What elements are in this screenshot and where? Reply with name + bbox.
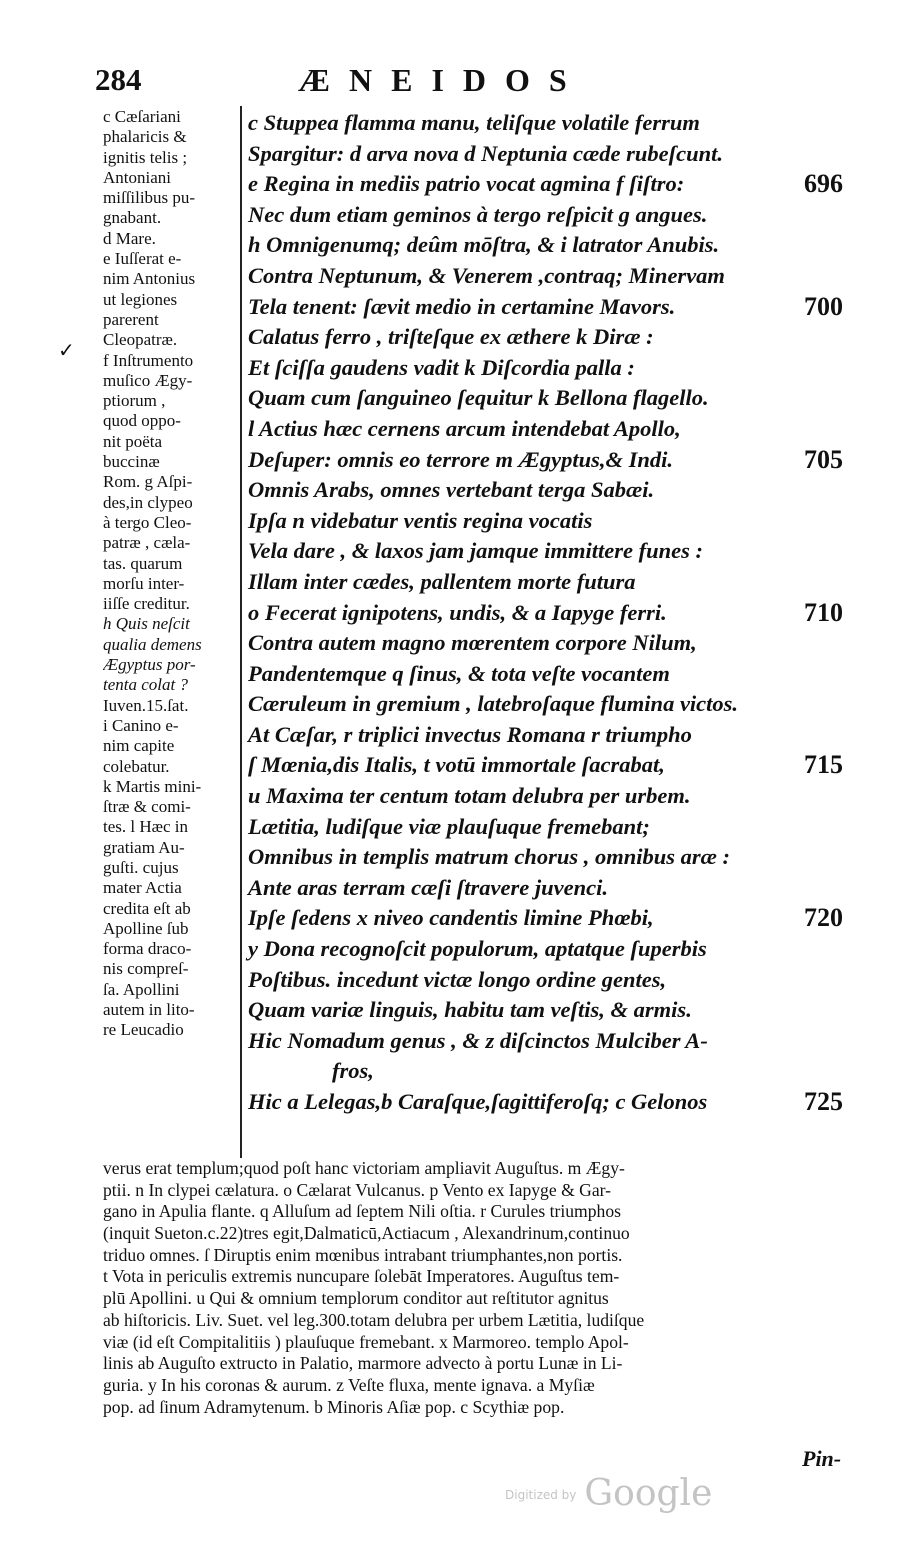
gloss-line: credita eſt ab	[103, 898, 191, 918]
line-number: 720	[804, 903, 843, 933]
line-number: 715	[804, 750, 843, 780]
verse-text: Omnibus in templis matrum chorus , omnibus aræ :	[248, 844, 731, 870]
verse-line	[248, 934, 878, 965]
footnote-line: gano in Apulia flante. q Alluſum ad ſeptem Nili oſtia. r Curules triumphos	[103, 1201, 621, 1222]
verse-text: c Stuppea flamma manu, teliſque volatile ferrum	[248, 110, 700, 135]
verse-text: o Fecerat ignipotens, undis, & a Iapyge ferri.	[248, 599, 667, 625]
verse-text: l Actius hæc cernens arcum intendebat Apollo,	[248, 415, 681, 441]
verse-line	[248, 965, 878, 996]
gloss-line: muſico Ægy-	[103, 370, 193, 390]
gloss-line: buccinæ	[103, 452, 160, 472]
verse-text: Quam cum ſanguineo ſequitur k Bellona flagello.	[248, 385, 709, 411]
verse-text: ſ Mœnia,dis Italis, t votū immortale ſacrabat,	[248, 752, 665, 778]
gloss-line: Antoniani	[103, 167, 171, 187]
gloss-line: tas. quarum	[103, 553, 183, 573]
footnote-line: (inquit Sueton.c.22)tres egit,Dalmaticū,Actiacum , Alexandrinum,continuo	[103, 1223, 630, 1244]
gloss-line: morſu inter-	[103, 573, 185, 593]
verse-line	[248, 842, 878, 873]
gloss-line: qualia demens	[103, 634, 202, 654]
verse-text: Cæruleum in gremium , latebroſaque flumina victos.	[248, 691, 739, 717]
verse-text: Ipſa n videbatur ventis regina vocatis	[248, 507, 593, 533]
verse-line	[248, 322, 878, 353]
verse-line	[248, 383, 878, 414]
verse-line	[248, 536, 878, 567]
digitized-watermark	[505, 1473, 712, 1514]
gloss-line: tenta colat ?	[103, 675, 188, 695]
verse-text: y Dona recognoſcit populorum, aptatque ſuperbis	[248, 936, 707, 962]
gloss-line: Apolline ſub	[103, 918, 189, 938]
margin-mark: ✓	[58, 340, 75, 362]
gloss-line: miſſilibus pu-	[103, 188, 196, 208]
line-number: 725	[804, 1087, 843, 1116]
gloss-line: re Leucadio	[103, 1020, 184, 1040]
verse-line	[248, 689, 878, 720]
gloss-line: à tergo Cleo-	[103, 512, 192, 532]
verse-line	[248, 230, 878, 261]
column-rule	[240, 106, 242, 1158]
gloss-line: d Mare.	[103, 228, 156, 248]
verse-text: Ante aras terram cæſi ſtravere juvenci.	[248, 874, 608, 900]
digitized-prefix: Digitized by	[505, 1488, 577, 1502]
verse-text: At Cæſar, r triplici invectus Romana r triumpho	[248, 721, 692, 747]
verse-line	[248, 200, 878, 231]
footnote-line: t Vota in periculis extremis nuncupare ſolebāt Imperatores. Auguſtus tem-	[103, 1266, 620, 1287]
verse-line	[248, 108, 878, 139]
verse-line	[248, 414, 878, 445]
verse-line	[248, 506, 878, 537]
gloss-line: autem in lito-	[103, 1000, 195, 1020]
verse-text: Tela tenent: ſævit medio in certamine Mavors.	[248, 293, 676, 319]
gloss-line: iiſſe creditur.	[103, 594, 190, 614]
verse-line	[248, 812, 878, 843]
gloss-line: forma draco-	[103, 939, 192, 959]
gloss-line: quod oppo-	[103, 411, 181, 431]
verse-text: Pandentemque q ſinus, & tota veſte vocantem	[248, 660, 670, 686]
gloss-line: Iuven.15.ſat.	[103, 695, 189, 715]
gloss-line: ſa. Apollini	[103, 979, 180, 999]
verse-text: Vela dare , & laxos jam jamque immittere funes :	[248, 538, 703, 564]
verse-line	[248, 995, 878, 1026]
page-header	[95, 62, 855, 102]
verse-text: Deſuper: omnis eo terrore m Ægyptus,& Indi.	[248, 446, 673, 472]
line-number: 710	[804, 597, 843, 627]
verse-line	[248, 720, 878, 751]
verse-text: Spargitur: d arva nova d Neptunia cæde rubeſcunt.	[248, 140, 724, 166]
line-number: 696	[804, 169, 843, 199]
footnote-line: verus erat templum;quod poſt hanc victoriam ampliavit Auguſtus. m Ægy-	[103, 1158, 625, 1178]
gloss-line: guſti. cujus	[103, 857, 179, 877]
verse-line	[248, 292, 878, 323]
gloss-line: Cleopatræ.	[103, 330, 178, 350]
gloss-line: ſtræ & comi-	[103, 797, 191, 817]
footnote-line: guria. y In his coronas & aurum. z Veſte fluxa, mente ignava. a Myſiæ	[103, 1374, 595, 1395]
gloss-line: des,in clypeo	[103, 492, 193, 512]
gloss-line: ptiorum ,	[103, 391, 166, 411]
footnote-line: viæ (id eſt Compitalitiis ) plauſuque fremebant. x Marmoreo. templo Apol-	[103, 1331, 629, 1352]
verse-text: Nec dum etiam geminos à tergo reſpicit g angues.	[248, 201, 708, 227]
footnote-line: ptii. n In clypei cælatura. o Cælarat Vulcanus. p Vento ex Iapyge & Gar-	[103, 1179, 612, 1200]
verse-line	[248, 781, 878, 812]
verse-text: Quam variæ linguis, habitu tam veſtis, & armis.	[248, 997, 692, 1023]
verse-text: Contra Neptunum, & Venerem ,contraq; Minervam	[248, 262, 725, 288]
gloss-line: nim Antonius	[103, 269, 196, 289]
gloss-line: parerent	[103, 309, 159, 329]
gloss-line: gratiam Au-	[103, 837, 185, 857]
gloss-line: h Quis neſcit	[103, 614, 190, 634]
footnote-line: linis ab Auguſto extructo in Palatio, marmore advecto à portu Lunæ in Li-	[103, 1353, 623, 1374]
verse-line	[248, 475, 878, 506]
verse-text: Ipſe ſedens x niveo candentis limine Phœbi,	[248, 905, 654, 931]
verse-text: Calatus ferro , triſteſque ex æthere k Diræ :	[248, 324, 654, 350]
verse-text: Poſtibus. incedunt victæ longo ordine gentes,	[248, 966, 667, 992]
verse-column	[248, 108, 878, 1118]
line-number: 705	[804, 444, 843, 474]
gloss-line: nis compreſ-	[103, 959, 189, 979]
gloss-line: i Canino e-	[103, 715, 179, 735]
gloss-line: f Inſtrumento	[103, 350, 194, 370]
gloss-line: Ægyptus por-	[103, 655, 196, 675]
page-number: 284	[95, 62, 142, 97]
google-logo: Google	[584, 1473, 713, 1514]
gloss-line: colebatur.	[103, 756, 170, 776]
gloss-line: k Martis mini-	[103, 776, 202, 796]
verse-line	[248, 261, 878, 292]
gloss-line: phalaricis &	[103, 127, 187, 147]
verse-text: Illam inter cædes, pallentem morte futura	[248, 568, 636, 594]
footnote-line: triduo omnes. ſ Diruptis enim mœnibus intrabant triumphantes,non portis.	[103, 1244, 623, 1265]
gloss-line: gnabant.	[103, 208, 162, 228]
verse-text: Lætitia, ludiſque viæ plauſuque fremebant;	[248, 813, 650, 839]
running-title: ÆNEIDOS	[298, 62, 586, 98]
gloss-line: nim capite	[103, 736, 175, 756]
verse-line	[248, 1087, 878, 1118]
footnotes	[103, 1158, 863, 1418]
gloss-line: ignitis telis ;	[103, 147, 188, 167]
verse-line	[248, 1026, 878, 1057]
verse-line	[248, 1056, 878, 1087]
gloss-line: e Iuſſerat e-	[103, 249, 182, 269]
verse-line	[248, 659, 878, 690]
gloss-line: patræ , cæla-	[103, 533, 191, 553]
verse-line	[248, 873, 878, 904]
verse-line	[248, 169, 878, 200]
gloss-line: tes. l Hæc in	[103, 817, 188, 837]
verse-line	[248, 353, 878, 384]
gloss-line: nit poëta	[103, 431, 163, 451]
gloss-line: c Cæſariani	[103, 107, 181, 126]
footnote-line: pop. ad ſinum Adramytenum. b Minoris Aſiæ pop. c Scythiæ pop.	[103, 1396, 565, 1417]
verse-line	[248, 598, 878, 629]
footnote-line: ab hiſtoricis. Liv. Suet. vel leg.300.totam delubra per urbem Lætitia, ludiſque	[103, 1309, 645, 1330]
verse-text: Hic Nomadum genus , & z diſcinctos Mulciber A-	[248, 1027, 708, 1053]
verse-text: Contra autem magno mœrentem corpore Nilum,	[248, 630, 697, 656]
gloss-line: Rom. g Aſpi-	[103, 472, 193, 492]
verse-text: Hic a Lelegas,b Caraſque,ſagittiferoſq; c Gelonos	[248, 1089, 708, 1114]
footnote-line: plū Apollini. u Qui & omnium templorum conditor aut reſtitutor agnitus	[103, 1288, 609, 1309]
verse-text: Omnis Arabs, omnes vertebant terga Sabæi.	[248, 477, 655, 503]
verse-line	[248, 750, 878, 781]
gloss-line: mater Actia	[103, 878, 182, 898]
verse-line	[248, 628, 878, 659]
line-number: 700	[804, 291, 843, 321]
verse-text: Et ſciſſa gaudens vadit k Diſcordia palla :	[248, 354, 635, 380]
verse-text: e Regina in mediis patrio vocat agmina f ſiſtro:	[248, 171, 685, 197]
verse-line	[248, 139, 878, 170]
verse-text: fros,	[332, 1058, 374, 1084]
gloss-line: ut legiones	[103, 289, 178, 309]
verse-line	[248, 445, 878, 476]
marginal-gloss	[103, 107, 239, 1041]
verse-line	[248, 903, 878, 934]
verse-text: h Omnigenumq; deûm mōſtra, & i latrator Anubis.	[248, 232, 720, 258]
verse-line	[248, 567, 878, 598]
catchword: Pin-	[802, 1446, 842, 1471]
verse-text: u Maxima ter centum totam delubra per urbem.	[248, 783, 691, 809]
